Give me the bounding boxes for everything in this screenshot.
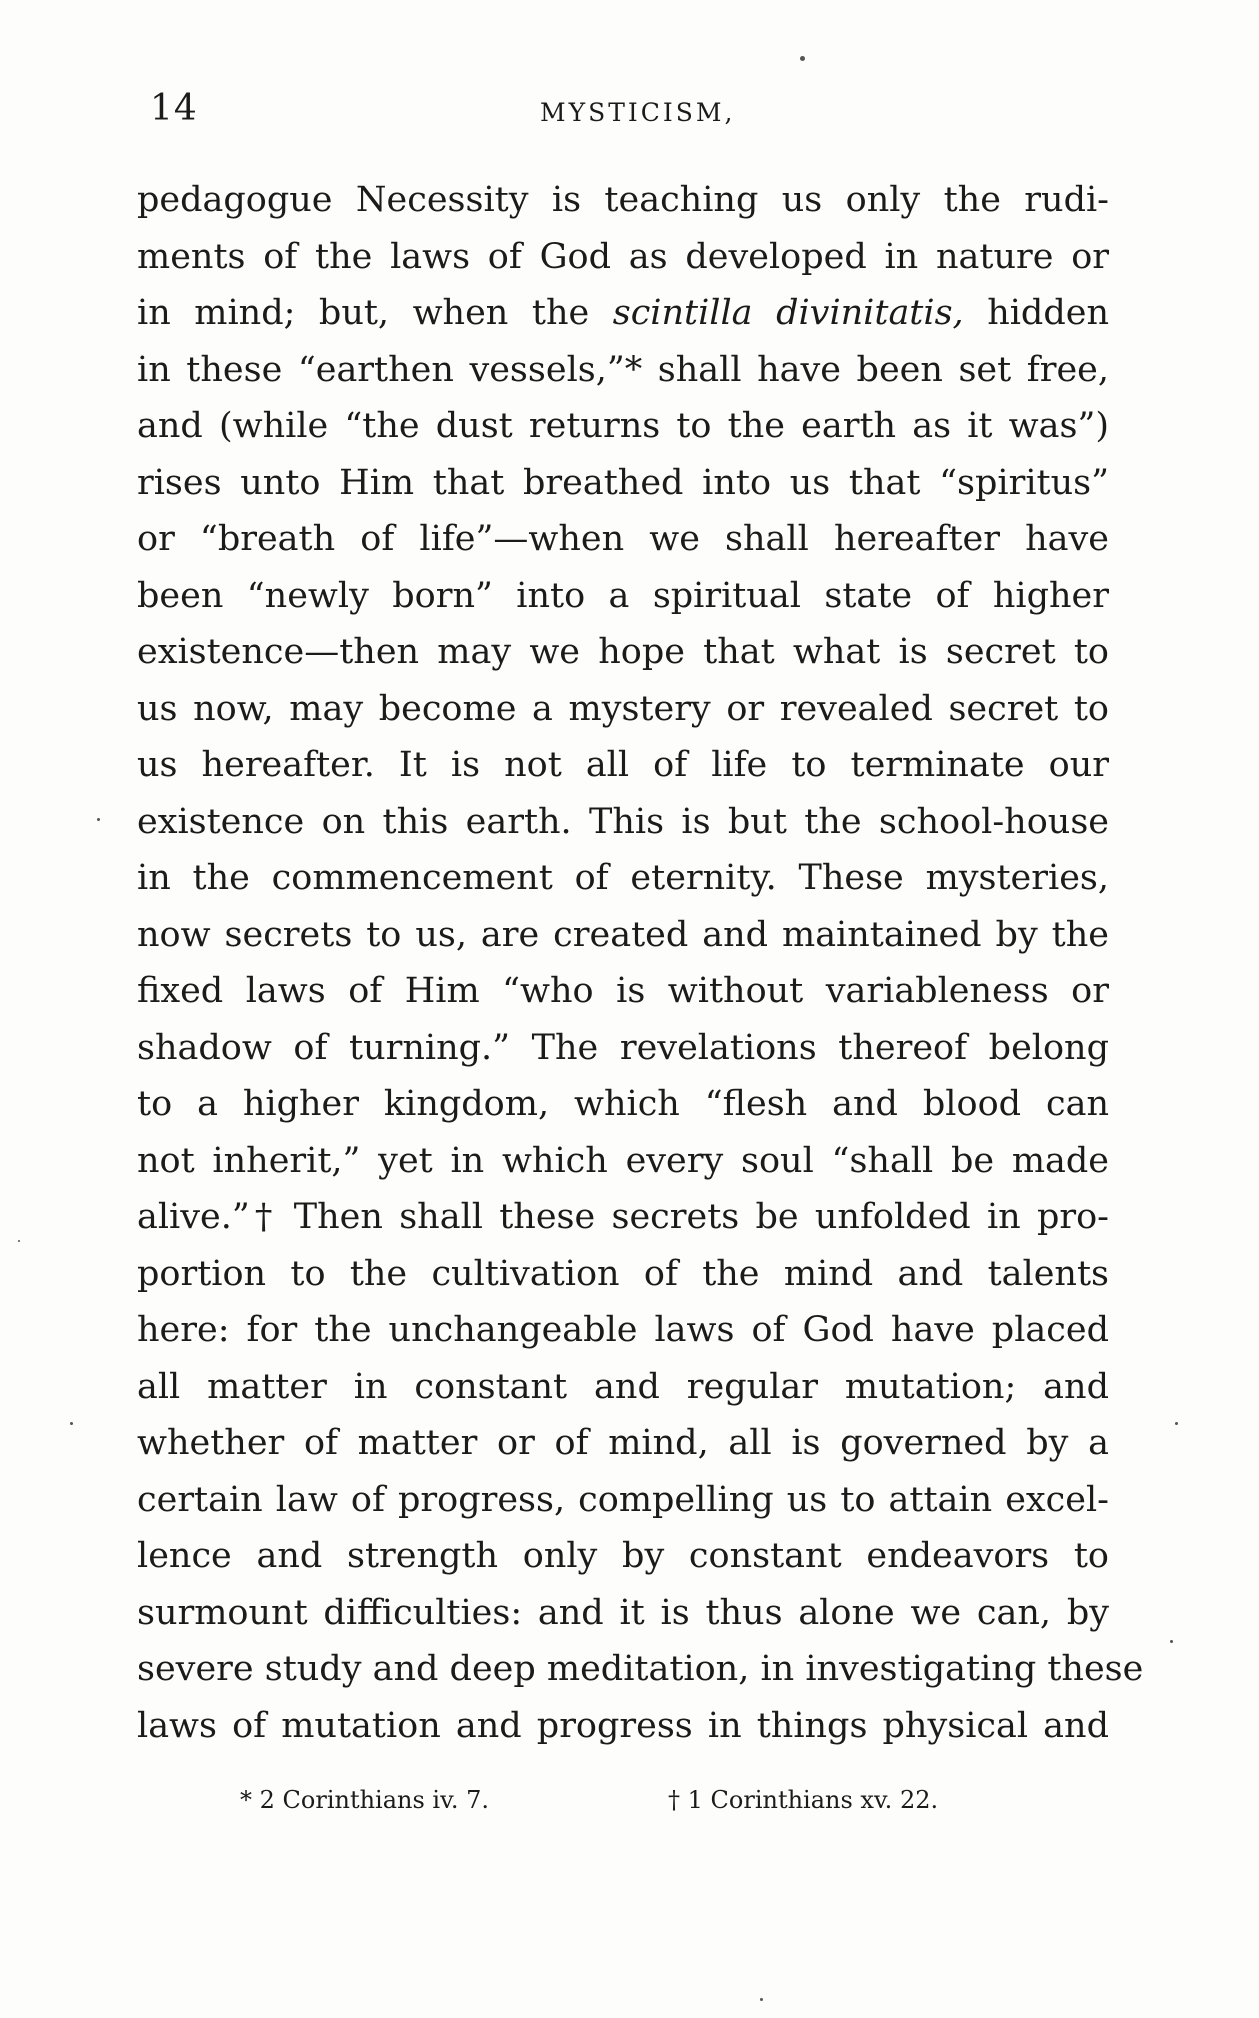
body-line: portion to the cultivation of the mind and talents xyxy=(137,1253,1109,1294)
scan-speck xyxy=(1170,1640,1173,1643)
body-line: been “newly born” into a spiritual state of higher xyxy=(137,575,1109,616)
body-line: surmount difficulties: and it is thus alone we can, by xyxy=(137,1592,1109,1633)
scan-speck xyxy=(800,56,805,61)
page-number: 14 xyxy=(150,88,198,129)
footnote-2: † 1 Corinthians xv. 22. xyxy=(668,1786,939,1814)
body-line: existence—then may we hope that what is secret to xyxy=(137,632,1109,672)
footnotes xyxy=(240,1786,1000,1826)
scan-speck xyxy=(70,1422,73,1425)
body-line: and (while “the dust returns to the earth as it was”) xyxy=(137,406,1109,446)
body-text xyxy=(137,172,1144,1754)
body-line: rises unto Him that breathed into us that “spiritus” xyxy=(137,462,1109,503)
body-line: now secrets to us, are created and maintained by the xyxy=(137,914,1109,955)
scan-speck xyxy=(1175,1422,1178,1425)
body-line: laws of mutation and progress in things physical and xyxy=(137,1705,1109,1746)
body-line: ments of the laws of God as developed in nature or xyxy=(137,236,1109,277)
italic-phrase: scintilla divinitatis, xyxy=(612,293,964,333)
body-line: here: for the unchangeable laws of God have placed xyxy=(137,1310,1109,1350)
scan-speck xyxy=(760,1998,763,2001)
body-line: us now, may become a mystery or revealed secret to xyxy=(137,688,1109,729)
body-line: fixed laws of Him “who is without variableness or xyxy=(137,971,1109,1011)
body-line: to a higher kingdom, which “flesh and blood can xyxy=(137,1084,1109,1124)
running-title: MYSTICISM, xyxy=(540,98,736,127)
body-line: whether of matter or of mind, all is governed by a xyxy=(137,1423,1109,1463)
page-header xyxy=(150,88,1110,148)
body-line: in the commencement of eternity. These mysteries, xyxy=(137,858,1109,898)
body-line: severe study and deep meditation, in investigating these xyxy=(137,1649,1144,1689)
body-line: pedagogue Necessity is teaching us only the rudi- xyxy=(137,180,1109,220)
body-line: all matter in constant and regular mutation; and xyxy=(137,1366,1109,1407)
footnote-1: * 2 Corinthians iv. 7. xyxy=(240,1786,489,1814)
body-line: alive.”† Then shall these secrets be unfolded in pro- xyxy=(137,1197,1109,1237)
scan-speck xyxy=(18,1240,20,1242)
body-line: in mind; but, when the scintilla divinitatis, hidden xyxy=(137,293,1109,333)
body-line: existence on this earth. This is but the school-house xyxy=(137,801,1109,842)
body-line: in these “earthen vessels,”* shall have been set free, xyxy=(137,349,1109,390)
body-line: not inherit,” yet in which every soul “shall be made xyxy=(137,1140,1109,1181)
body-line: or “breath of life”—when we shall hereafter have xyxy=(137,519,1109,559)
body-line: certain law of progress, compelling us to attain excel- xyxy=(137,1479,1109,1520)
body-line: us hereafter. It is not all of life to terminate our xyxy=(137,745,1109,785)
body-line: lence and strength only by constant endeavors to xyxy=(137,1536,1109,1576)
body-line: shadow of turning.” The revelations thereof belong xyxy=(137,1027,1109,1068)
scan-speck xyxy=(97,818,100,821)
